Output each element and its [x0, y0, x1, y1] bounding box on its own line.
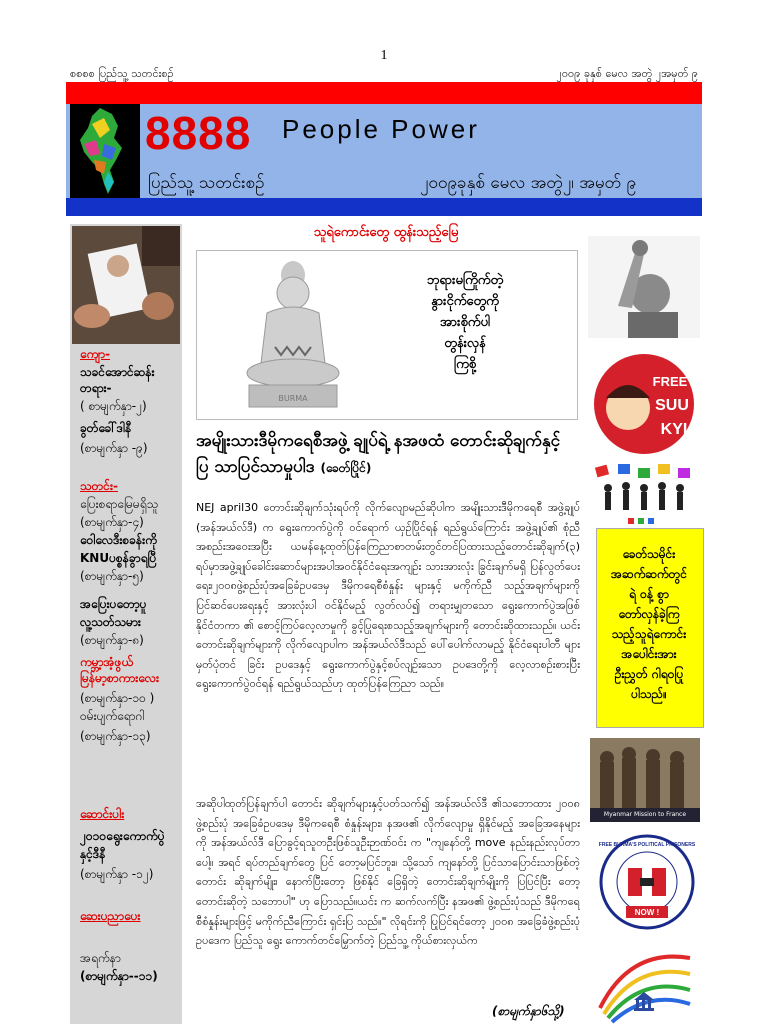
sidebar-entry: အရက်နာ: [80, 951, 121, 965]
masthead-navy-band: [66, 198, 702, 216]
sidebar-entry: ပြေးစရာမြေမရှိသူ: [80, 497, 159, 511]
sidebar-entry: (စာမျက်နှာ-၈): [80, 633, 144, 647]
chained-buddha-image: [197, 251, 377, 419]
masthead-8888: 8888: [145, 107, 252, 159]
masthead-date: ၂၀၀၉ခုနှစ် မေလ အတွဲ၂၊ အမှတ် ၉: [420, 173, 637, 193]
sidebar-entry: ဝမ်းပျက်ရောဂါ: [80, 709, 145, 723]
svg-text:KYI: KYI: [660, 421, 688, 438]
sidebar-entry: ခွတ်ခေါ်ဒါနီ: [80, 421, 132, 435]
sidebar-entry: (စာမျက်နှာ-၁၀ ): [80, 691, 155, 705]
masthead-subtitle: ပြည်သူ့ သတင်းစဉ်: [148, 173, 265, 193]
sidebar-entry: လူ့သတ်သမား: [80, 615, 141, 629]
masthead-red-band: [66, 82, 702, 104]
article-title: အမျိုးသားဒီမိုကရေစီအဖွဲ့ ချုပ်ရဲ့ နအဖထံ တောင်းဆိုချက်နှင့် ပြ သာပြင်သာမှုပါဒ (ခေတ်ပြိုင်): [196, 431, 561, 477]
svg-text:SUU: SUU: [655, 397, 689, 414]
sidebar-entry: ဆေးပညာပေး: [80, 909, 141, 923]
badge-now: NOW !: [634, 908, 660, 917]
sidebar-entry: ဝေါလေဒီးစခန်းကို: [80, 533, 157, 547]
political-prisoners-badge: [598, 832, 696, 932]
sidebar-entry: သခင်အောင်ဆန်း: [80, 365, 155, 379]
sidebar-entry: အပြေးပတော့ပူ: [80, 597, 147, 611]
header-publication: စစစစ ပြည်သူ့ သတင်းစဉ်: [70, 67, 174, 80]
masthead-title: People Power: [282, 114, 480, 144]
sidebar-entry: တရား-: [80, 381, 112, 395]
sidebar-entry: (စာမျက်နှာ--၁၁): [80, 969, 158, 983]
sidebar-entry: (စာမျက်နှာ-၅): [80, 569, 144, 583]
sidebar-entry: KNUပစ္စန်ခွာရပြီ: [80, 551, 157, 565]
section-heading: သူရဲကောင်းတွေ ထွန်းသည့်မြေ: [313, 225, 459, 240]
continued-on-page: (စာမျက်နှာ၆သို့): [492, 1004, 565, 1018]
sidebar-entry: ကမ္ဘာ့အံ့ဖွယ်: [80, 655, 134, 669]
marching-people-graphic: [588, 462, 700, 526]
sidebar-entry: မြန်မာ့စာကားလေး: [80, 671, 160, 685]
sidebar-entry: (စာမျက်နှာ-၄): [80, 515, 144, 529]
article-source: (ခေတ်ပြိုင်): [320, 461, 372, 475]
header-issue-date: ၂၀၀၉ ခုနှစ် မေလ အတွဲ ၂အမှတ် ၉: [556, 67, 698, 80]
sidebar-entry: ( စာမျက်နှာ-၂): [80, 399, 147, 413]
sidebar-entry: (စာမျက်နှာ-၁၃): [80, 729, 151, 743]
page-number: 1: [380, 48, 388, 63]
burma-map-logo: [70, 104, 140, 198]
sidebar-entry: သတင်း-: [80, 479, 118, 493]
tribute-text: ခေတ်သမိုင်း အဆက်ဆက်တွင် ရဲ ဝန့် စွာ တော်လှန်ခဲ့ကြ သည့်သူရဲကောင်း အပေါင်းအား ဦးညွှတ် ဂါရဝပြု ပါသည်။: [610, 547, 688, 701]
badge-text: FREE BURMA'S POLITICAL PRISONERS: [598, 842, 696, 848]
free-suu-kyi-poster: [588, 350, 700, 460]
sidebar-entry: (စာမျက်နှာ -၉): [80, 441, 148, 455]
sidebar-entry: ကျော-: [80, 347, 111, 361]
svg-text:FREE: FREE: [652, 374, 688, 389]
sidebar-entry: ၂၀၁၀ရွေးကောက်ပွဲ: [80, 829, 165, 843]
hero-portrait-photo: [588, 236, 700, 338]
buddha-quote: ဘုရားမကြိုက်တဲ့ နွားငိုက်တွေကို အားစိုက်ပါ တွန်းလှန် ကြစို့: [426, 273, 504, 372]
sidebar-entry: ဆောင်းပါး: [80, 807, 125, 821]
map-icon: [70, 104, 140, 198]
unesco-graphic: [590, 938, 702, 1024]
sidebar-entry: (စာမျက်နှာ -၁၂): [80, 867, 154, 881]
statues-photo-caption: Myanmar Mission to France: [590, 808, 700, 822]
sidebar-entry: နှင့်ဒီနီ: [80, 847, 106, 861]
article-paragraph-1: NEJ april30 တောင်းဆိုချက်သုံးရပ်ကို လိုက်လျောမည်ဆိုပါက အမျိုးသားဒီမိုကရေစီ အဖွဲ့ချုပ် (အန်အယ်လ်ဒီ) က ရွေးကောက်ပွဲကို ဝင်ရောက် ယှဉ်ပြိုင်ရန် ရည်ရွယ်ကြောင်း အဖွဲ့ချုပ်၏ စုံညီအစည်းအဝေးအပြီး ယမန်နေ့ထုတ်ပြန်ကြေညာစာတမ်းတွင်တင်ပြထားသည့်တောင်းဆိုချက်(၃) ရပ်မှာအဖွဲ့ချုပ်ခေါင်းဆောင်များအပါအဝင်နိုင်ငံရေးအကျဉ်း သားအားလုံး ခြွင်းချက်မရှိ ပြန်လွတ်ပေးရေး၊၂၀၀၈ဖွဲ့စည်းပုံအခြေခံဥပဒေမှ ဒီမိုကရေစီစံနှုန်း များနှင့် မကိုက်ညီ သည့်အချက်များကို ပြင်ဆင်ပေးရေးနှင့် အားလုံးပါ ဝင်နိုင်မည့် လွတ်လပ်၍ တရားမျှတသော ရွေးကောက်ပွဲအဖြစ် နိုင်ငံတကာ ၏ စောင့်ကြပ်လေ့လာမှုကို ခွင့်ပြုရေးစသည့်အချက်များကို တောင်းဆိုထားသည်။ ယင်းတောင်းဆိုချက်များကို လိုက်လျောပါက အန်အယ်လ်ဒီသည် ပေါ်ပေါက်လာမည့် နိုင်ငံရေးပါတီ များ မှတ်ပုံတင် ခြင်း ဥပဒေနှင့် ရွေးကောက်ပွဲနှင့်စပ်လျဉ်းသော ဥပဒေတို့ကို လေ့လာစဉ်းစားပြီး ရွေးကောက်ပွဲဝင်ရန် ရည်ရွယ်သည်ဟု ထုတ်ပြန်ကြေညာ သည်။: [196, 501, 580, 691]
article-paragraph-2: အဆိုပါထုတ်ပြန်ချက်ပါ တောင်း ဆိုချက်များနှင့်ပတ်သက်၍ အန်အယ်လ်ဒီ ၏သဘောထား ၂၀၀၈ ဖွဲ့စည်းပုံ အခြေခံဥပဒေမှ ဒီမိုကရေစီ စံနှုန်းများ၊ နအဖ၏ လိုက်လျောမှု ရှိနိုင်မည့် အခြေအနေများကို အန်အယ်လ်ဒီ ပြောခွင့်ရသူတဦးဖြစ်သူဦးဉာဏ်ဝင်း က "ကျနော်တို့ move နည်းနည်းလုပ်တာပေါ့။ အရင် ရပ်တည်ချက်တွေ ပြင် တော့မပြင်ဘူး။ သို့သော် ကျနော်တို့ ပြင်သာပြောင်းသာဖြစ်တဲ့ တောင်း ဆိုချက်မျိုး၊ နောက်ပြီးတော့ ဖြစ်နိုင် ခြေရှိတဲ့ တောင်းဆိုချက်မျိုးကို ပြပြင်ပြီး တော့ တောင်းဆိုတဲ့ သဘောပါ" ဟု ပြောသည်။ယင်း က ဆက်လက်ပြီး နအဖ၏ ဖွဲ့စည်းပုံသည် ဒီမိုကရေစီစံနှုန်းများဖြင့် မကိုက်ညီကြောင်း ရှင်းပြ သည်။" လိုရင်းကို ပြုပြင်ရင်တော့ ၂၀၀၈ အခြေခံဖွဲ့စည်းပုံဥပဒေက ပြည်သူ ရွေး ကောက်တင်မြှောက်တဲ့ ပြည်သူ့ ကိုယ်စားလှယ်က: [196, 797, 580, 948]
image-caption: BURMA: [278, 394, 308, 403]
sidebar-protest-photo: [72, 226, 180, 344]
